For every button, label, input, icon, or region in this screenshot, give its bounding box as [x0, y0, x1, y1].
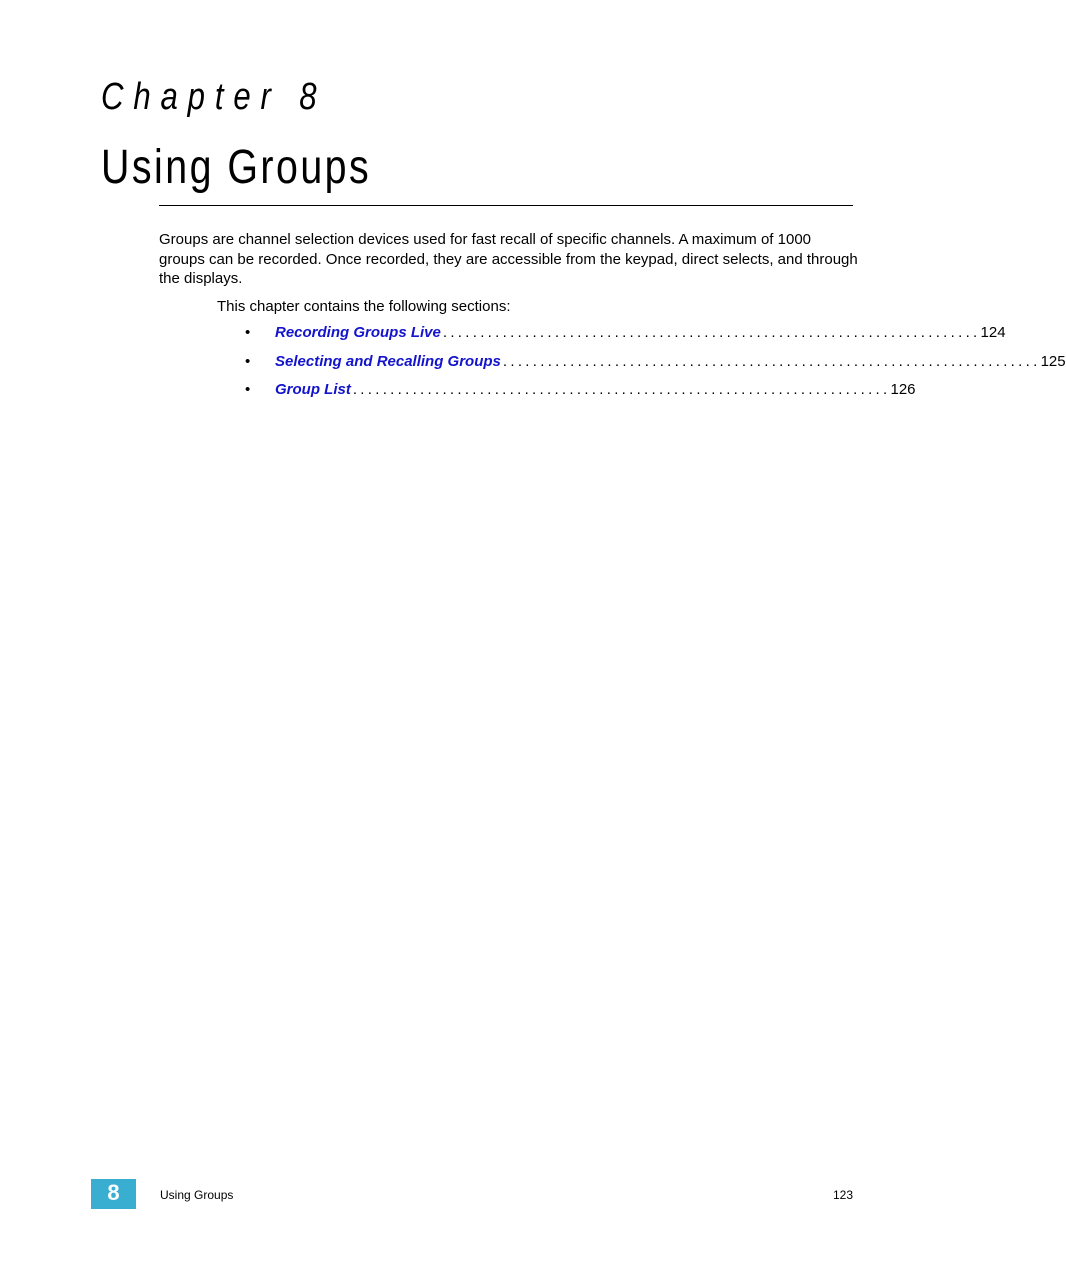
toc-link-selecting-and-recalling-groups[interactable]: Selecting and Recalling Groups [275, 352, 501, 370]
toc-page-number: 124 [980, 324, 1006, 341]
dot-leader: ........................................................................ [502, 352, 1041, 370]
bullet: • [245, 381, 251, 398]
toc-list [245, 323, 1066, 409]
toc-item-selecting-and-recalling-groups [245, 352, 1066, 381]
toc-page-number: 126 [890, 381, 916, 398]
toc-link-group-list[interactable]: Group List [275, 381, 351, 398]
footer-page-number: 123 [832, 1188, 853, 1202]
toc-item-recording-groups-live [245, 323, 1006, 352]
intro-paragraph: Groups are channel selection devices used for fast recall of specific channels. A maximum of 1000 groups can be recorded. Once recorded, they are accessible from the keypad, direct selects, and through the displays. [159, 231, 858, 287]
toc-page-number: 125 [1040, 352, 1066, 370]
toc-link-recording-groups-live[interactable]: Recording Groups Live [275, 324, 441, 341]
page-title: Using Groups [101, 141, 372, 194]
toc-item-group-list [245, 380, 916, 409]
toc-lead-text: This chapter contains the following sections: [217, 298, 511, 315]
dot-leader: ........................................................................ [352, 381, 891, 398]
footer-chapter-name: Using Groups [160, 1188, 234, 1202]
chapter-number-tab: 8 [91, 1179, 136, 1209]
bullet: • [245, 352, 251, 370]
chapter-label: Chapter 8 [101, 76, 327, 118]
bullet: • [245, 324, 251, 341]
dot-leader: ........................................................................ [442, 324, 981, 341]
title-divider [159, 205, 853, 206]
